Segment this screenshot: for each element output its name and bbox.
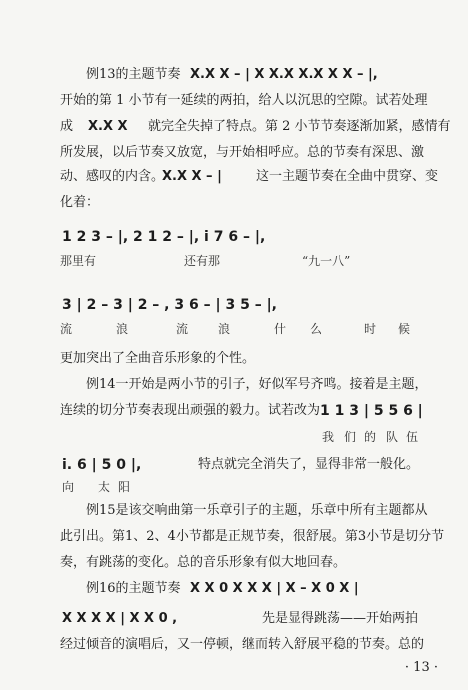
para1-line4 xyxy=(0,140,468,166)
alt-end-lyric-2: 太 xyxy=(98,480,111,494)
score2-lyric-8: 候 xyxy=(398,322,411,336)
para2-line1 xyxy=(0,346,468,372)
para1-line3 xyxy=(0,114,468,140)
score1-notes xyxy=(0,224,468,250)
score1-lyric-1: 那里有 xyxy=(60,254,97,268)
page-number: · 13 · xyxy=(404,660,438,675)
para2-line1-text: 更加突出了全曲音乐形象的个性。 xyxy=(60,351,256,366)
para3-line3 xyxy=(0,550,468,576)
example16-rhythm: X X 0 X X X | X – X 0 X | xyxy=(190,581,359,596)
para2-line4 xyxy=(0,452,468,478)
para3-line3-text: 奏，有跳荡的变化。总的音乐形象有似大地回春。 xyxy=(60,555,347,570)
alt-end-lyric-1: 向 xyxy=(62,480,75,494)
score2-lyric-3: 流 xyxy=(176,322,189,336)
para3-line2 xyxy=(0,524,468,550)
score2-lyric-1: 流 xyxy=(60,322,73,336)
example16-rhythm-cont: X X X X | X X 0 , xyxy=(62,611,178,626)
score2-lyric-4: 浪 xyxy=(218,322,231,336)
para1-line5-text: 这一主题节奏在全曲中贯穿、变 xyxy=(256,169,439,184)
para1-line3-text: 就完全失掉了特点。第 2 小节节奏逐渐加紧，感情有 xyxy=(148,119,451,134)
alt-melody-lyric-5: 伍 xyxy=(406,430,419,444)
para3-line1-text: 例15是该交响曲第一乐章引子的主题，乐章中所有主题都从 xyxy=(86,503,428,518)
score2-lyric-2: 浪 xyxy=(116,322,129,336)
para1-line3-prefix: 成 xyxy=(60,119,74,134)
score2-notes-text: 3 | 2 – 3 | 2 – , 3 6 – | 3 5 – |, xyxy=(62,297,278,313)
para3-line5 xyxy=(0,606,468,632)
score2-lyric-7: 时 xyxy=(364,322,377,336)
alt-rhythm: X.X X xyxy=(88,119,128,134)
para1-line5-prefix: 动、感叹的内含。 xyxy=(60,169,165,184)
para3-line4 xyxy=(0,576,468,602)
alt-melody-notes: 1 1 3 | 5 5 6 | xyxy=(320,403,423,419)
alt-end-lyric-3: 阳 xyxy=(118,480,131,494)
alt-melody-lyric-4: 队 xyxy=(386,430,399,444)
score1-lyric-3: “九一八” xyxy=(302,254,351,268)
para2-line3-text: 连续的切分节奏表现出顽强的毅力。试若改为 xyxy=(60,403,321,418)
para1-line1 xyxy=(0,62,468,88)
alt-melody-end-notes: i. 6 | 5 0 |, xyxy=(62,457,142,473)
para2-line2 xyxy=(0,372,468,398)
score2-lyric-6: 么 xyxy=(310,322,323,336)
para1-line6 xyxy=(0,190,468,216)
alt-melody-lyric-3: 的 xyxy=(364,430,377,444)
example13-label: 例13的主题节奏 xyxy=(86,67,181,82)
para3-line6 xyxy=(0,632,468,658)
para1-line6-text: 化着： xyxy=(60,195,100,210)
para1-line5-rhythm: X.X X – | xyxy=(162,169,222,184)
para2-line3 xyxy=(0,398,468,424)
alt-melody-lyric-2: 们 xyxy=(344,430,357,444)
score2-notes xyxy=(0,292,468,318)
score2-lyric-5: 什 xyxy=(274,322,287,336)
para1-line4-text: 所发展，以后节奏又放宽，与开始相呼应。总的节奏有深思、激 xyxy=(60,145,425,160)
score1-lyric-2: 还有那 xyxy=(184,254,221,268)
para2-line2-text: 例14一开始是两小节的引子，好似军号齐鸣。接着是主题， xyxy=(86,377,428,392)
alt-melody-lyric-1: 我 xyxy=(322,430,335,444)
para1-line2-text: 开始的第 1 小节有一延续的两拍，给人以沉思的空隙。试若处理 xyxy=(60,93,428,108)
para1-line2 xyxy=(0,88,468,114)
para3-line2-text: 此引出。第1、2、4小节都是正规节奏，很舒展。第3小节是切分节 xyxy=(60,529,445,544)
para1-line5 xyxy=(0,164,468,190)
para3-line6-text: 经过倾音的演唱后，又一停顿，继而转入舒展平稳的节奏。总的 xyxy=(60,637,425,652)
example16-label: 例16的主题节奏 xyxy=(86,581,181,596)
para3-line5-text: 先是显得跳荡——开始两拍 xyxy=(262,611,419,626)
example13-rhythm: X.X X – | X X.X X.X X X – |, xyxy=(190,67,378,82)
para2-line4-text: 特点就完全消失了，显得非常一般化。 xyxy=(198,457,420,472)
score1-notes-text: 1 2 3 – |, 2 1 2 – |, i 7 6 – |, xyxy=(62,229,266,245)
para3-line1 xyxy=(0,498,468,524)
